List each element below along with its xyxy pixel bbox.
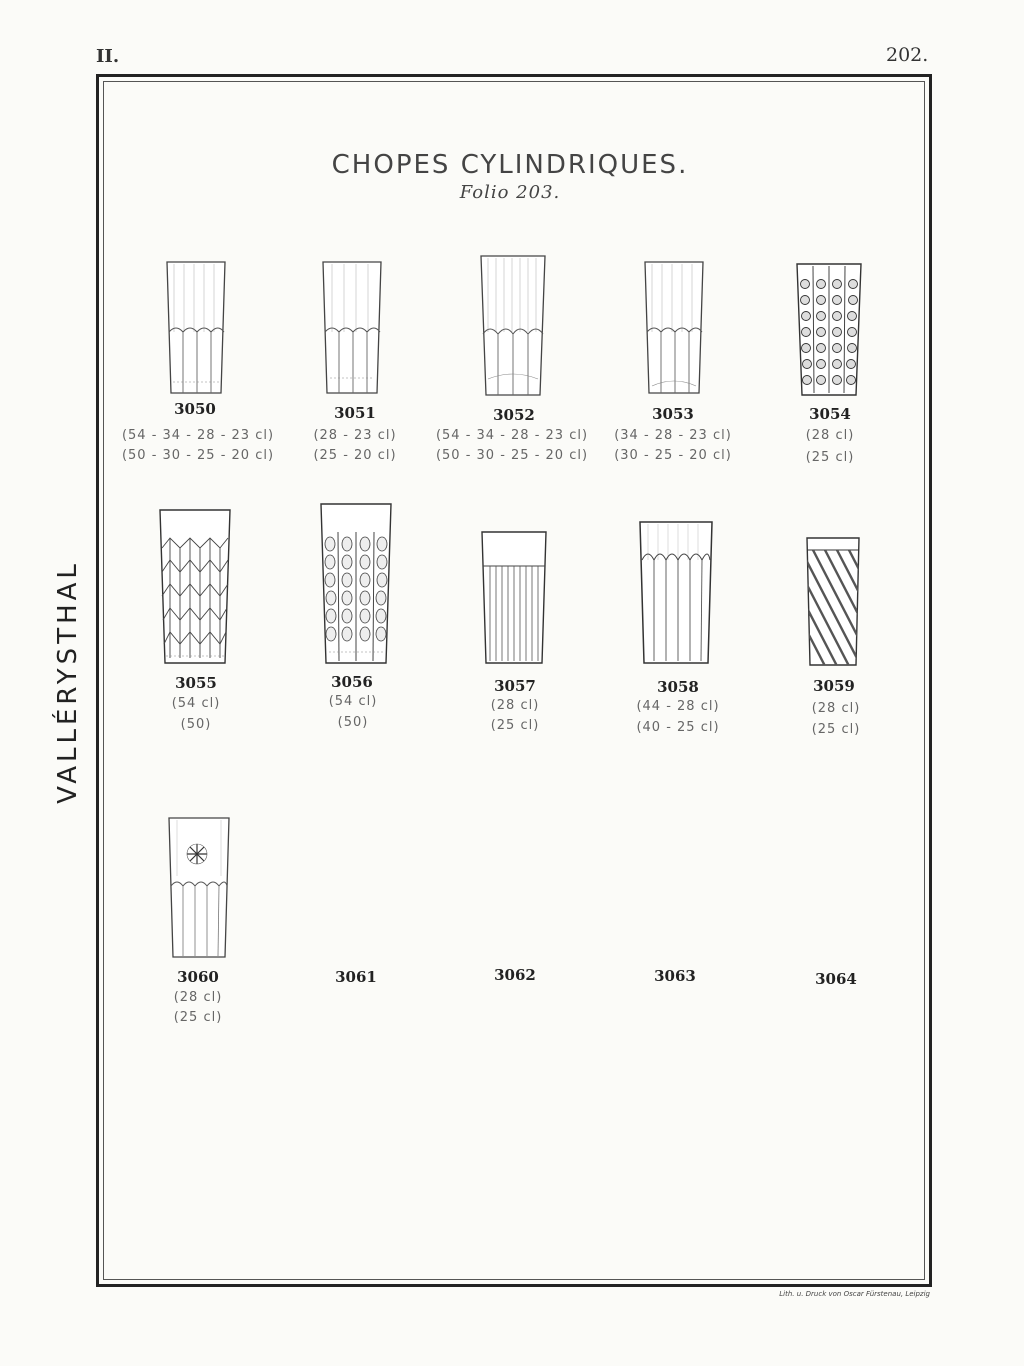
glass-illustration-3051 (320, 260, 384, 396)
glass-illustration-3058 (638, 520, 714, 666)
item-number-3061: 3061 (335, 968, 377, 986)
item-number-3057: 3057 (494, 677, 536, 695)
glass-illustration-3057 (480, 530, 548, 666)
capacity-3055-line1: (54 cl) (171, 696, 221, 711)
glass-illustration-3054 (795, 262, 863, 398)
capacity-3052-line2: (50 - 30 - 25 - 20 cl) (435, 448, 589, 463)
glass-illustration-3050 (164, 260, 228, 396)
printer-credit: Lith. u. Druck von Oscar Fürstenau, Leipzig (779, 1290, 930, 1298)
item-number-3050: 3050 (174, 400, 216, 418)
page-title: CHOPES CYLINDRIQUES. (331, 150, 689, 180)
page-subtitle: Folio 203. (459, 182, 561, 203)
glass-illustration-3060 (167, 816, 231, 960)
page-number: 202. (886, 44, 929, 66)
glass-illustration-3055 (158, 508, 232, 666)
item-number-3053: 3053 (652, 405, 694, 423)
capacity-3057-line1: (28 cl) (490, 698, 540, 713)
capacity-3050-line1: (54 - 34 - 28 - 23 cl) (121, 428, 275, 443)
item-number-3062: 3062 (494, 966, 536, 984)
item-number-3058: 3058 (657, 678, 699, 696)
capacity-3058-line1: (44 - 28 cl) (636, 699, 720, 714)
capacity-3057-line2: (25 cl) (490, 718, 540, 733)
capacity-3060-line1: (28 cl) (173, 990, 223, 1005)
item-number-3055: 3055 (175, 674, 217, 692)
item-number-3063: 3063 (654, 967, 696, 985)
glass-illustration-3052 (478, 254, 548, 398)
capacity-3059-line1: (28 cl) (811, 701, 861, 716)
capacity-3056-line2: (50) (337, 715, 369, 730)
item-number-3051: 3051 (334, 404, 376, 422)
capacity-3051-line2: (25 - 20 cl) (313, 448, 397, 463)
section-mark: II. (96, 46, 120, 67)
capacity-3052-line1: (54 - 34 - 28 - 23 cl) (435, 428, 589, 443)
item-number-3060: 3060 (177, 968, 219, 986)
item-number-3054: 3054 (809, 405, 851, 423)
capacity-3055-line2: (50) (180, 717, 212, 732)
capacity-3056-line1: (54 cl) (328, 694, 378, 709)
capacity-3051-line1: (28 - 23 cl) (313, 428, 397, 443)
capacity-3053-line1: (34 - 28 - 23 cl) (614, 428, 732, 443)
capacity-3058-line2: (40 - 25 cl) (636, 720, 720, 735)
glass-illustration-3056 (319, 502, 393, 666)
brand-text: VALLÉRYSTHAL (53, 560, 83, 804)
glass-illustration-3053 (642, 260, 706, 396)
capacity-3060-line2: (25 cl) (173, 1010, 223, 1025)
capacity-3059-line2: (25 cl) (811, 722, 861, 737)
item-number-3056: 3056 (331, 673, 373, 691)
item-number-3052: 3052 (493, 406, 535, 424)
capacity-3050-line2: (50 - 30 - 25 - 20 cl) (121, 448, 275, 463)
capacity-3054-line1: (28 cl) (805, 428, 855, 443)
capacity-3053-line2: (30 - 25 - 20 cl) (614, 448, 732, 463)
item-number-3059: 3059 (813, 677, 855, 695)
glass-illustration-3059 (805, 536, 861, 668)
item-number-3064: 3064 (815, 970, 857, 988)
capacity-3054-line2: (25 cl) (805, 450, 855, 465)
